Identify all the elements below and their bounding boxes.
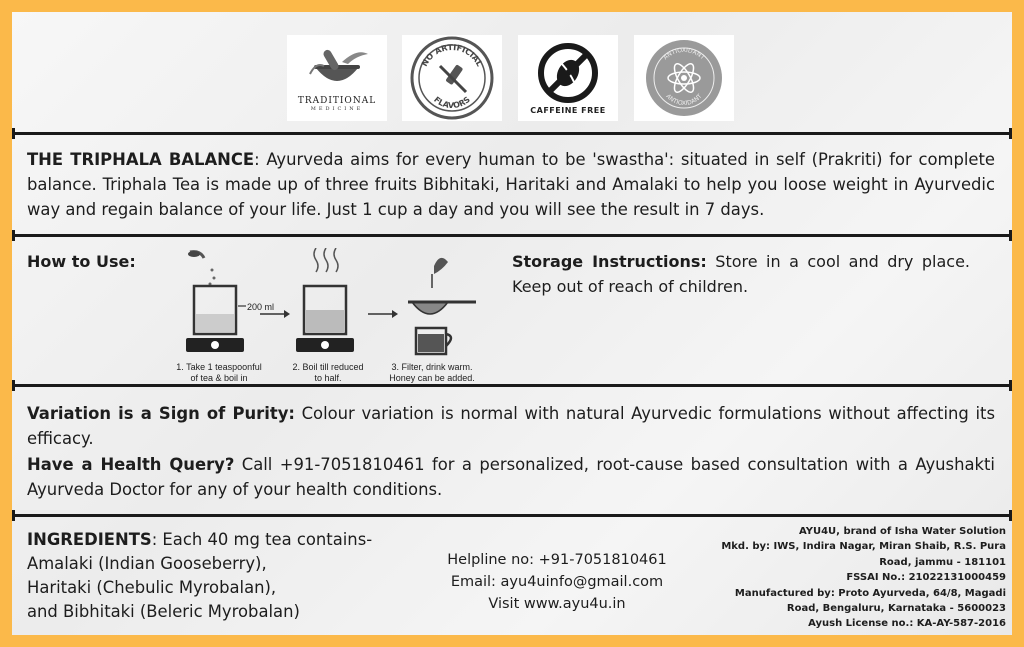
mfg-line: Manufactured by: Proto Ayurveda, 64/8, Magadi	[734, 587, 1006, 599]
step3-caption	[378, 362, 486, 384]
step3-cup-strainer-icon	[408, 258, 476, 354]
svg-text:ANTIOXIDANT: ANTIOXIDANT	[662, 46, 706, 62]
email-text: Email: ayu4uinfo@gmail.com	[450, 574, 664, 590]
svg-text:ANTIOXIDANT: ANTIOXIDANT	[664, 92, 704, 108]
step2-beaker-icon	[296, 248, 354, 352]
query-text: Call +91-7051810461 for a personalized, root-cause based consultation with a Ayushakti Ayurveda Doctor for any of your health conditions.	[27, 455, 995, 499]
caffeine-free-label: CAFFEINE FREE	[530, 105, 606, 115]
svg-text:FLAVORS: FLAVORS	[432, 94, 472, 111]
ingredients-line	[27, 528, 372, 552]
step1-caption	[164, 362, 274, 384]
divider-1	[12, 132, 1012, 135]
step1-beaker-icon	[186, 251, 246, 352]
step2-line2: to half.	[314, 373, 342, 383]
ingredient-item: and Bibhitaki (Beleric Myrobalan)	[27, 602, 300, 621]
step2-caption	[278, 362, 378, 384]
label-panel	[12, 12, 1012, 635]
divider-3	[12, 384, 1012, 387]
ingredients-heading: INGREDIENTS	[27, 530, 152, 549]
query-heading: Have a Health Query?	[27, 455, 235, 474]
mfg-line: Road, Bengaluru, Karnataka - 5600023	[786, 603, 1006, 615]
ingredients-block	[27, 528, 372, 624]
volume-label: 200 ml	[247, 302, 275, 312]
no-artificial-flavors-badge	[402, 35, 502, 121]
medicine-label: MEDICINE	[310, 106, 364, 112]
no-artificial-flavors-icon	[410, 36, 494, 120]
antioxidant-badge	[634, 35, 734, 121]
badge-row	[287, 35, 747, 121]
caffeine-free-badge	[518, 35, 618, 121]
divider-2	[12, 234, 1012, 237]
brewing-steps-illustration	[150, 248, 480, 388]
mfg-line: Road, jammu - 181101	[879, 556, 1006, 568]
ingredient-item: Haritaki (Chebulic Myrobalan),	[27, 578, 277, 597]
step3-line2: Honey can be added.	[389, 373, 475, 383]
how-to-use-label: How to Use:	[27, 252, 136, 271]
triphala-text: : Ayurveda aims for every human to be 'swastha': situated in self (Prakriti) for complete balance. Triphala Tea is made up of three fruits Bibhitaki, Haritaki and Amalaki to help you loose weight in Ayurvedic way and regain balance of your life. Just 1 cup a day and you will see the result in 7 days.	[27, 150, 996, 219]
step3-line1: 3. Filter, drink warm.	[391, 362, 473, 372]
divider-4	[12, 514, 1012, 517]
coffee-bean-crossed-icon	[537, 42, 599, 104]
svg-text:NO ARTIFICIAL: NO ARTIFICIAL	[419, 42, 485, 68]
storage-instructions	[512, 249, 970, 299]
helpline-text: Helpline no: +91-7051810461	[447, 552, 667, 568]
website-text: Visit www.ayu4u.in	[488, 596, 626, 612]
traditional-label: TRADITIONAL	[297, 96, 377, 106]
traditional-medicine-badge	[287, 35, 387, 121]
triphala-balance-paragraph	[27, 147, 995, 222]
mfg-line: Ayush License no.: KA-AY-587-2016	[808, 618, 1006, 630]
step1-line1: 1. Take 1 teaspoonful	[176, 362, 262, 372]
mortar-pestle-icon	[302, 44, 372, 94]
storage-text: Store in a cool and dry place. Keep out of reach of children.	[512, 252, 970, 296]
variation-heading: Variation is a Sign of Purity:	[27, 404, 295, 423]
triphala-heading: THE TRIPHALA BALANCE	[27, 150, 255, 169]
variation-text: Colour variation is normal with natural Ayurvedic formulations without affecting its efficacy.	[27, 404, 995, 448]
variation-paragraph	[27, 401, 995, 451]
step2-line1: 2. Boil till reduced	[292, 362, 364, 372]
manufacturer-block	[706, 524, 1006, 632]
atom-icon	[644, 38, 724, 118]
mfg-line: Mkd. by: IWS, Indira Nagar, Miran Shaib, R.S. Pura	[721, 541, 1006, 553]
storage-heading: Storage Instructions:	[512, 252, 707, 271]
mfg-line: FSSAI No.: 21022131000459	[846, 572, 1006, 584]
health-query-paragraph	[27, 452, 995, 502]
ingredients-intro: : Each 40 mg tea contains-	[151, 530, 373, 549]
contact-block	[422, 549, 692, 615]
step1-line2: of tea & boil in	[190, 373, 248, 383]
ingredient-item: Amalaki (Indian Gooseberry),	[27, 554, 267, 573]
mfg-line: AYU4U, brand of Isha Water Solution	[798, 526, 1006, 537]
brewing-steps-graphic	[150, 248, 480, 360]
